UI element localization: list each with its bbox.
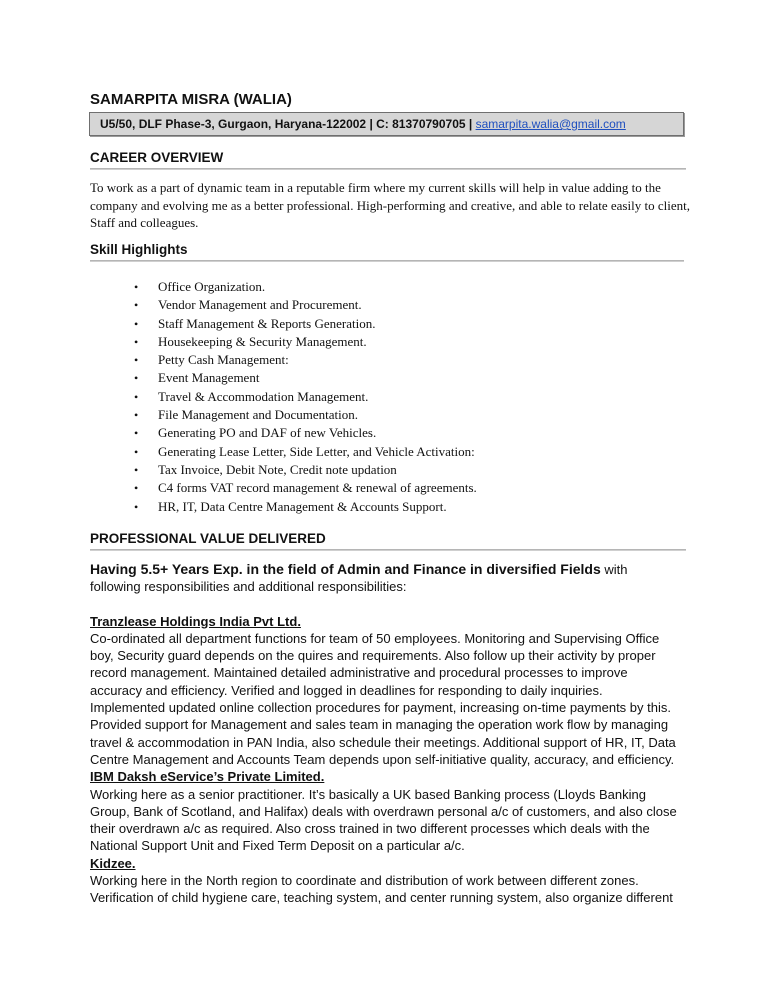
skill-text: Office Organization.	[158, 279, 266, 294]
bullet-icon: •	[134, 426, 139, 441]
skill-item	[134, 388, 477, 406]
skills-heading: Skill Highlights	[90, 242, 188, 257]
skill-item	[134, 424, 477, 442]
company-name: IBM Daksh eService’s Private Limited.	[90, 769, 325, 785]
skill-text: Staff Management & Reports Generation.	[158, 315, 376, 331]
bullet-icon: •	[134, 353, 139, 368]
skill-item	[134, 369, 477, 387]
skill-text: Petty Cash Management:	[158, 352, 289, 368]
company-name: Kidzee.	[90, 855, 136, 871]
skill-item	[134, 351, 477, 369]
skill-text: Tax Invoice, Debit Note, Credit note updation	[158, 461, 397, 477]
bullet-icon: •	[134, 389, 139, 404]
professional-heading: PROFESSIONAL VALUE DELIVERED	[90, 531, 326, 546]
career-overview-text: To work as a part of dynamic team in a reputable firm where my current skills will help in value adding to the company and evolving me as a better professional. High-performing and creative, and able to relate easily to client, Staff and colleagues.	[90, 180, 690, 230]
skill-item	[134, 461, 477, 479]
bullet-icon: •	[134, 371, 139, 386]
skill-text: Housekeeping & Security Management.	[158, 333, 367, 349]
skill-text: HR, IT, Data Centre Management & Accounts Support.	[158, 498, 447, 514]
spacer	[90, 596, 680, 613]
skill-item	[134, 479, 477, 497]
skill-text: File Management and Documentation.	[158, 407, 359, 423]
bullet-icon: •	[134, 298, 139, 313]
company-description: Co-ordinated all department functions for team of 50 employees. Monitoring and Supervising Office boy, Security guard depends on the quires and requirements. Also follow up their activity by proper record management. Maintained detailed administrative and procedural processes to improve accuracy and efficiency. Verified and logged in deadlines for responding to daily inquiries. Implemented updated online collection procedures for payment, increasing on-time payments by this. Provided support for Management and sales team in managing the operation work flow by managing travel & accommodation in PAN India, also schedule their meetings. Additional support of HR, IT, Data Centre Management and Accounts Team depends upon self-initiative quality, accuracy, and efficiency.	[90, 630, 676, 767]
skill-item	[134, 406, 477, 424]
experience-summary-bold: Having 5.5+ Years Exp. in the field of Admin and Finance in diversified Fields	[90, 561, 601, 577]
skill-text: Generating PO and DAF of new Vehicles.	[158, 425, 377, 441]
contact-address-phone: U5/50, DLF Phase-3, Gurgaon, Haryana-122002 | C: 81370790705 |	[100, 117, 473, 131]
bullet-icon: •	[134, 408, 139, 423]
skills-rule	[90, 260, 684, 262]
professional-body	[90, 561, 680, 907]
contact-box	[89, 112, 684, 136]
company-description: Working here in the North region to coordinate and distribution of work between different zones. Verification of child hygiene care, teaching system, and center running system, also organize different	[90, 873, 673, 906]
skill-text: Vendor Management and Procurement.	[158, 297, 362, 313]
skill-item	[134, 333, 477, 351]
bullet-icon: •	[134, 280, 139, 294]
company-description: Working here as a senior practitioner. It’s basically a UK based Banking process (Lloyds Banking Group, Bank of Scotland, and Halifax) deals with overdrawn personal a/c of customers, and also close their overdrawn a/c as required. Also cross trained in two different processes which deals with the National Support Unit and Fixed Term Deposit on a particular a/c.	[90, 786, 677, 854]
career-overview-rule	[90, 168, 686, 170]
bullet-icon: •	[134, 481, 139, 496]
skill-text: C4 forms VAT record management & renewal of agreements.	[158, 480, 477, 496]
experience-summary-rest: with following responsibilities and additional responsibilities:	[90, 562, 628, 595]
skill-item	[134, 315, 477, 333]
candidate-name: SAMARPITA MISRA (WALIA)	[90, 91, 292, 108]
company-name: Tranzlease Holdings India Pvt Ltd.	[90, 613, 301, 629]
professional-rule	[90, 549, 686, 551]
skill-item	[134, 296, 477, 314]
skill-item	[134, 443, 477, 461]
contact-line	[100, 117, 626, 131]
bullet-icon: •	[134, 462, 139, 477]
skill-text: Generating Lease Letter, Side Letter, and Vehicle Activation:	[158, 443, 475, 459]
skill-text: Travel & Accommodation Management.	[158, 388, 369, 404]
email-link[interactable]: samarpita.walia@gmail.com	[475, 117, 626, 131]
skill-text: Event Management	[158, 370, 260, 386]
bullet-icon: •	[134, 334, 139, 349]
bullet-icon: •	[134, 444, 139, 459]
skill-item	[134, 278, 477, 296]
career-overview-heading: CAREER OVERVIEW	[90, 150, 224, 165]
bullet-icon: •	[134, 499, 139, 514]
bullet-icon: •	[134, 316, 139, 331]
skill-item	[134, 498, 477, 516]
skills-list	[134, 278, 477, 516]
